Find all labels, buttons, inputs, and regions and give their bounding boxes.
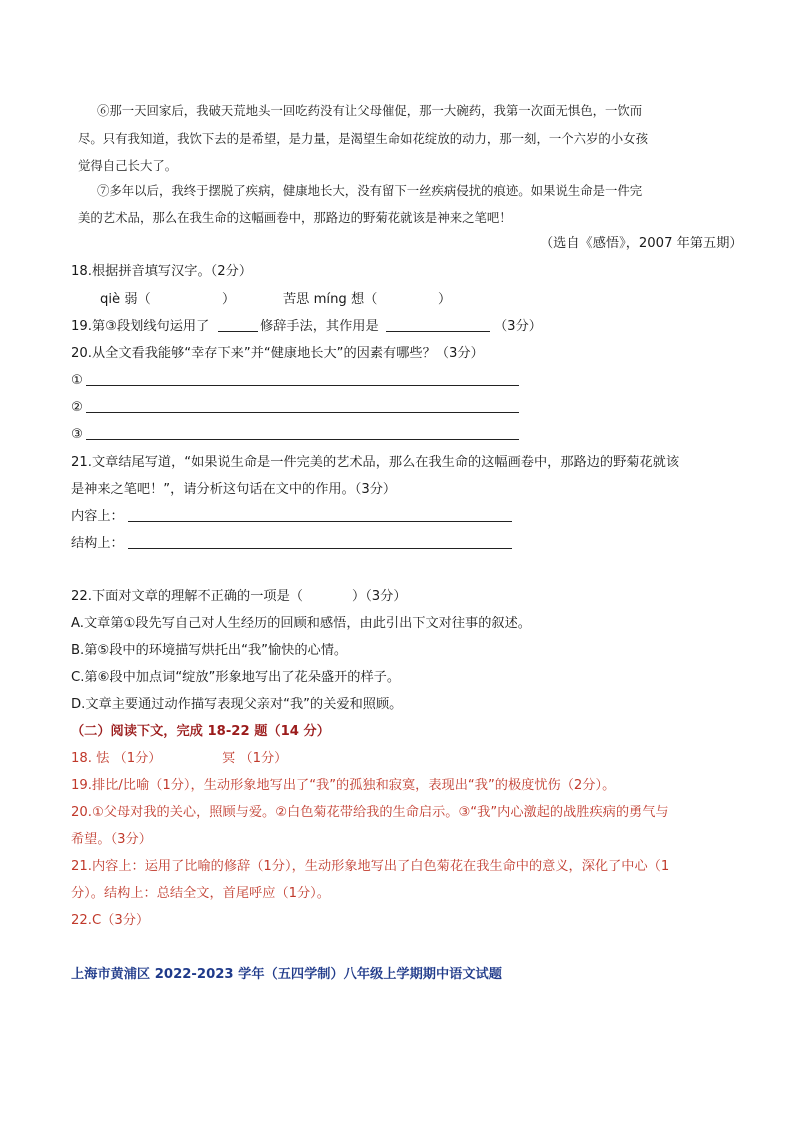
answer-18-part2: 冥 （1分） xyxy=(222,751,288,766)
q18-item1-pinyin: qiè 弱（ xyxy=(100,292,151,307)
answer-21-line1: 21.内容上：运用了比喻的修辞（1分），生动形象地写出了白色菊花在我生命中的意义，深化了中心（1 xyxy=(71,859,670,874)
q22-option-d: D.文章主要通过动作描写表现父亲对“我”的关爱和照顾。 xyxy=(71,697,403,712)
q22-option-b: B.第⑤段中的环境描写烘托出“我”愉快的心情。 xyxy=(71,643,348,658)
q18-item1-close: ） xyxy=(222,292,236,307)
q19-part2: 修辞手法，其作用是 xyxy=(260,319,379,334)
q19-part1: 19.第③段划线句运用了 xyxy=(71,319,210,334)
q18-item2-close: ） xyxy=(438,292,452,307)
passage-para7-line1: ⑦多年以后，我终于摆脱了疾病，健康地长大，没有留下一丝疾病侵扰的痕迹。如果说生命是一件完 xyxy=(97,183,643,198)
q20-title: 20.从全文看我能够“幸存下来”并“健康地长大”的因素有哪些？（3分） xyxy=(71,346,484,361)
answer-18-part1: 18. 怯 （1分） xyxy=(71,751,162,766)
q18-title: 18.根据拼音填写汉字。（2分） xyxy=(71,264,253,279)
q19-rhetoric-blank[interactable] xyxy=(218,331,258,332)
q21-line1: 21.文章结尾写道，“如果说生命是一件完美的艺术品，那么在我生命的这幅画卷中，那路边的野菊花就该 xyxy=(71,455,680,470)
q19-effect-blank[interactable] xyxy=(386,331,490,332)
passage-para6-line3: 觉得自己长大了。 xyxy=(78,158,178,173)
passage-para6-line2: 尽。只有我知道，我饮下去的是希望，是力量，是渴望生命如花绽放的动力，那一刻，一个六岁的小女孩 xyxy=(78,131,648,146)
q19-part3: （3分） xyxy=(494,319,542,334)
q21-content-label: 内容上： xyxy=(71,509,124,524)
answer-22: 22.C（3分） xyxy=(71,913,150,928)
q18-item2-pinyin: 苦思 míng 想（ xyxy=(283,292,378,307)
q21-structure-label: 结构上： xyxy=(71,536,124,551)
q20-mark-3: ③ xyxy=(71,427,83,442)
answers-heading: （二）阅读下文，完成 18-22 题（14 分） xyxy=(71,724,330,739)
q20-answer-line-2[interactable] xyxy=(86,412,519,413)
q20-answer-line-3[interactable] xyxy=(86,439,519,440)
answer-20-line2: 希望。（3分） xyxy=(71,832,152,847)
answer-19: 19.排比/比喻（1分），生动形象地写出了“我”的孤独和寂寞，表现出“我”的极度忧伤（2分）。 xyxy=(71,778,616,793)
q22-stem-part2: ）（3分） xyxy=(352,589,407,604)
q21-content-answer-line[interactable] xyxy=(128,521,512,522)
passage-para6-line1: ⑥那一天回家后，我破天荒地头一回吃药没有让父母催促，那一大碗药，我第一次面无惧色，一饮而 xyxy=(97,103,643,118)
answer-20-line1: 20.①父母对我的关心，照顾与爱。②白色菊花带给我的生命启示。③“我”内心激起的战胜疾病的勇气与 xyxy=(71,805,669,820)
q20-mark-1: ① xyxy=(71,373,83,388)
passage-source: （选自《感悟》，2007 年第五期） xyxy=(540,236,743,251)
passage-para7-line2: 美的艺术品，那么在我生命的这幅画卷中，那路边的野菊花就该是神来之笔吧！ xyxy=(78,210,512,225)
next-exam-title: 上海市黄浦区 2022-2023 学年（五四学制）八年级上学期期中语文试题 xyxy=(71,967,502,982)
q22-stem-part1: 22.下面对文章的理解不正确的一项是（ xyxy=(71,589,303,604)
q21-structure-answer-line[interactable] xyxy=(128,548,512,549)
answer-21-line2: 分）。结构上：总结全文，首尾呼应（1分）。 xyxy=(71,886,330,901)
q20-answer-line-1[interactable] xyxy=(86,385,519,386)
q20-mark-2: ② xyxy=(71,400,83,415)
q22-option-c: C.第⑥段中加点词“绽放”形象地写出了花朵盛开的样子。 xyxy=(71,670,401,685)
q22-option-a: A.文章第①段先写自己对人生经历的回顾和感悟，由此引出下文对往事的叙述。 xyxy=(71,616,531,631)
q21-line2: 是神来之笔吧！”，请分析这句话在文中的作用。（3分） xyxy=(71,482,397,497)
